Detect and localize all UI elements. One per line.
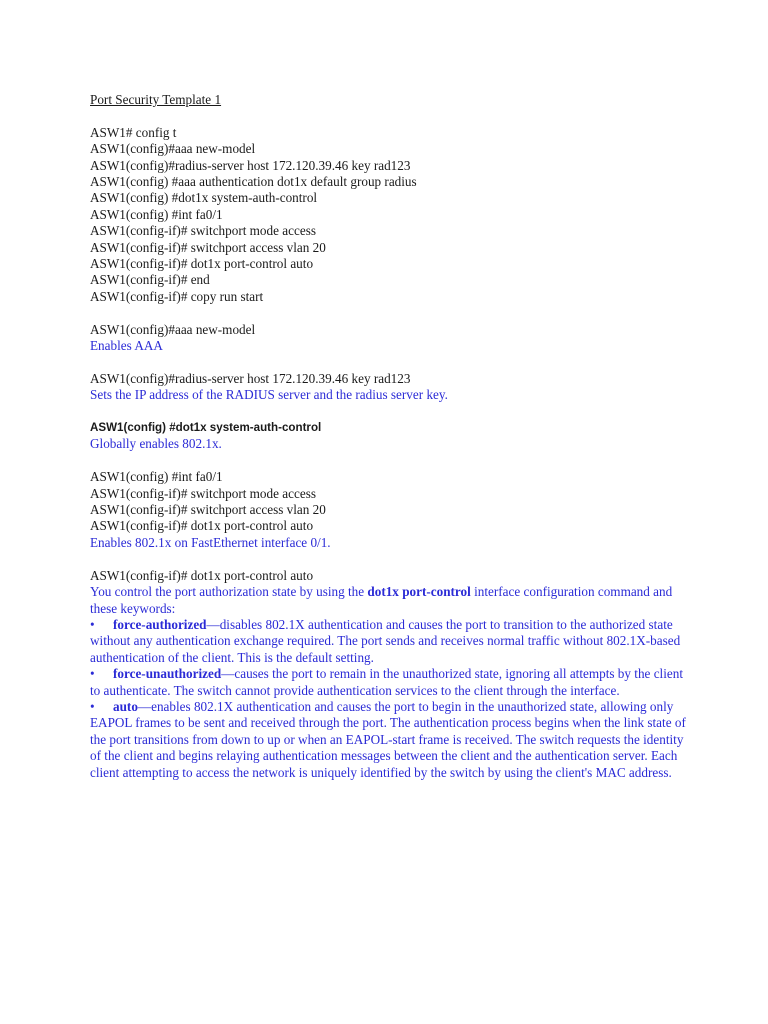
intf-command: ASW1(config) #int fa0/1 (90, 469, 223, 485)
config-line: ASW1(config)#radius-server host 172.120.39.46 key rad123 (90, 157, 411, 173)
config-block (90, 125, 690, 305)
bullet-text: —enables 802.1X authentication and causes the port to begin in the unauthorized state, allowing only EAPOL frames to be sent and received through the port. The authentication process begins when the link state of the port transitions from down to up or when an EAPOL-start frame is received. The switch requests the identity of the client and begins relaying authentication messages between the client and the authentication server. Each client attempting to access the network is uniquely identified by the switch by using the client's MAC address. (90, 698, 686, 780)
config-line: ASW1(config) #dot1x system-auth-control (90, 190, 318, 206)
bullet-icon: • (90, 698, 95, 714)
bullet-text: —causes the port to remain in the unauthorized state, ignoring all attempts by the client to authenticate. The switch cannot provide authentication services to the client through the interface. (90, 666, 683, 698)
config-line: ASW1# config t (90, 124, 177, 140)
intf-command: ASW1(config-if)# switchport mode access (90, 485, 316, 501)
intf-command: ASW1(config-if)# dot1x port-control auto (90, 518, 314, 534)
bullet-keyword: auto (113, 698, 138, 714)
bullet-keyword: force-authorized (113, 616, 207, 632)
bullet-icon: • (90, 616, 95, 632)
aaa-command: ASW1(config)#aaa new-model (90, 321, 256, 337)
port-control-intro: You control the port authorization state by using the dot1x port-control interface configuration command and these keywords: (90, 584, 673, 616)
port-control-keyword: dot1x port-control (367, 584, 471, 600)
bullet-text: —disables 802.1X authentication and causes the port to transition to the authorized state without any authentication exchange required. The port sends and receives normal traffic without 802.1X-based authentication of the client. This is the default setting. (90, 616, 681, 665)
bullet-icon: • (90, 666, 95, 682)
list-item (90, 699, 690, 781)
port-control-command: ASW1(config-if)# dot1x port-control auto (90, 567, 314, 583)
radius-command: ASW1(config)#radius-server host 172.120.39.46 key rad123 (90, 370, 411, 386)
list-item (90, 666, 690, 699)
config-line: ASW1(config) #int fa0/1 (90, 206, 223, 222)
sysauth-description: Globally enables 802.1x. (90, 436, 222, 452)
config-line: ASW1(config-if)# switchport mode access (90, 223, 316, 239)
document-title: Port Security Template 1 (90, 92, 222, 107)
config-line: ASW1(config) #aaa authentication dot1x default group radius (90, 174, 417, 190)
list-item (90, 617, 690, 666)
bullet-keyword: force-unauthorized (113, 666, 222, 682)
intf-description: Enables 802.1x on FastEthernet interface 0/1. (90, 534, 331, 550)
config-line: ASW1(config-if)# copy run start (90, 288, 264, 304)
radius-description: Sets the IP address of the RADIUS server and the radius server key. (90, 387, 448, 403)
sysauth-command: ASW1(config) #dot1x system-auth-control (90, 421, 322, 435)
config-line: ASW1(config-if)# dot1x port-control auto (90, 256, 314, 272)
config-line: ASW1(config-if)# switchport access vlan 20 (90, 239, 326, 255)
config-line: ASW1(config-if)# end (90, 272, 210, 288)
document-body (90, 92, 690, 781)
intf-command: ASW1(config-if)# switchport access vlan 20 (90, 502, 326, 518)
aaa-description: Enables AAA (90, 338, 163, 354)
config-line: ASW1(config)#aaa new-model (90, 141, 256, 157)
